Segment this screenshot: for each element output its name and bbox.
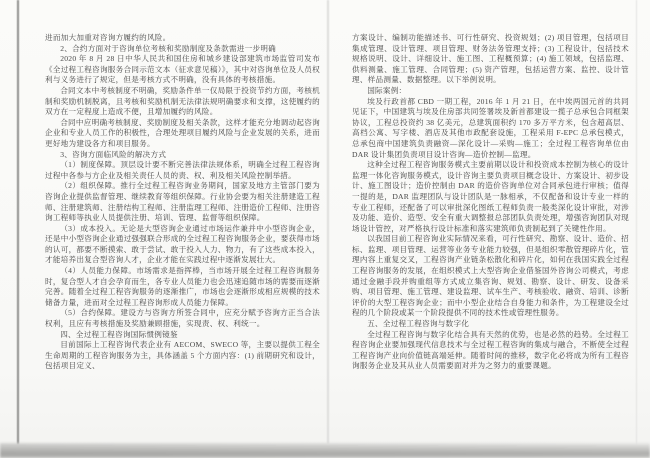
paragraph: 埃及行政首都 CBD 一期工程，2016 年 1 月 21 日，在中埃两国元首的共同见证下，中国建筑与埃及住房部共同签署埃及新首都建设一揽子总承包合同框架协议，工程总投资约 38 亿美元，总建筑面积约 170 多万平方米，包含超高层、高档公寓、写字楼、酒店及其他市政配套设施，工程采用 F-EPC 总承包模式，总承包商中国建筑负责融资—深化设计—采购—施工；全过程工程咨询单位由 DAR 设计集团负责项目设计咨询—造价控制—监理。: [352, 96, 629, 159]
photo-right-edge-line: [636, 0, 637, 445]
subsection-heading-international-case: 国际案例：: [367, 85, 407, 95]
section-heading-risk-solutions: 3、咨询方面临风险的解决方式: [60, 149, 167, 159]
paragraph: 目前国际上工程咨询代表企业有 AECOM、SWECO 等，主要以提供工程全生命周期的工程咨询服务为主，具体涵盖 5 个方面内容：(1) 前期研究和设计，包括项目定义、: [45, 340, 320, 371]
paragraph: 这种全过程工程咨询服务模式主要前期以设计和投资成本控制为核心的设计监理一体化咨询服务模式，设计咨询主要负责项目概念设计、方案设计、初步设计、施工图设计；造价控制由 DAR 的造价咨询单位对合同承包进行审核；值得一提的是，DAR 监理团队与设计团队是一脉相承，不仅配备和设计专业一样的专业工程师，还配备了可以审批深化图纸工程师负责一般类深化设计审批，对涉及功能、造价、造型、安全有重大调整报总部团队负责处理，增强咨询团队对现场设计管控，对严格执行设计标准和落实建筑师负责制起到了关键性作用。: [352, 160, 629, 233]
page-right: [329, 0, 636, 444]
paragraph: （1）制度保障。顶层设计要不断完善法律法规体系，明确全过程工程咨询过程中各参与方企业及相关责任人员的责、权、利及相关风险控制举措。: [45, 160, 320, 180]
photo-left-edge-line: [17, 0, 19, 445]
section-heading-contract: 2、合约方面对于咨询单位考核和奖励制度及条款需进一步明确: [60, 43, 277, 53]
chapter-heading-digitalization: 五、全过程工程咨询与数字化: [367, 319, 470, 329]
paragraph: （3）成本投入。无论是大型咨询企业通过市场运作兼并中小型咨询企业，还是中小型咨询企业通过强强联合形成的全过程工程咨询服务企业，要获得市场的认可，都要不断摸索、敢于尝试、敢于投入人力、物力，有了这些成本投入，才能培养出复合型咨询人才，企业才能在实践过程中逐渐发展壮大。: [45, 223, 320, 265]
paragraph: （2）组织保障。推行全过程工程咨询业务期间，国家及地方主管部门要为咨询企业提供监督管理、继续教育等组织保障。行业协会要为相关注册建造工程师、注册建筑师、注册结构工程师、注册监理工程师、注册造价工程师、注册咨询工程师等执业人员提供注册、培训、管理、监督等组织保障。: [45, 181, 320, 223]
chapter-heading-international-practice: 四、全过程工程咨询国际惯例镜鉴: [60, 329, 178, 339]
paragraph: 合同中应明确考核制度、奖励制度及相关条款，这样才能充分地调动起咨询企业和专业人员工作的积极性，合理处理项目履约风险与企业发展的关系，进而更好地为建设各方和项目服务。: [45, 117, 320, 148]
paragraph: （5）合约保障。建设方与咨询方所签合同中，应充分赋予咨询方正当合法权利，且应有考核措施及奖励兼顾措施，实现责、权、利统一。: [45, 308, 320, 329]
continuation-paragraph: 进而加大加重对咨询方履约的风险。: [45, 33, 171, 42]
continuation-paragraph: 方案设计、编制功能描述书、可行性研究、投资规划；(2) 项目管理，包括项目集成管理、设计管理、项目管理、财务法务管理支持；(3) 工程设计，包括技术规格说明、设计、详细设计、施工图、工程概预算；(4) 施工领域，包括监理、供料测量、施工管理、合同管理；(5) 资产管理，包括运营方案、监控、设计管理、样品测量、数据整理。以下举例说明。: [352, 33, 629, 85]
paragraph: （4）人员能力保障。市场需求是指挥棒，当市场开展全过程工程咨询服务时，复合型人才自会孕育而生，各专业人员能力也会迅速追随市场的需要而逐渐完善。随着全过程工程咨询服务的逐渐推广，市场也会逐渐形成相应规模的技术储备力量，进而对全过程工程咨询形成人员能力保障。: [45, 266, 320, 307]
bottom-shadow: [0, 443, 650, 458]
paragraph: 全过程工程咨询与数字化结合具有天然的优势，也是必然的趋势。全过程工程咨询企业要加强现代信息技术与全过程工程咨询的集成与融合，不断使全过程工程咨询产业向价值链高端延伸。随着时间的推移，数字化必将成为所有工程咨询服务企业及其从业人员需要面对并为之努力的重要课题。: [352, 329, 629, 371]
page-spine-divider: [327, 0, 329, 444]
paragraph: 2020 年 8 月 28 日中华人民共和国住房和城乡建设部建筑市场监管司发布《全过程工程咨询服务合同示范文本（征求意见稿）》，其中对咨询单位及人员权利与义务进行了规定，但是考核方式不明确，没有具体的考核措施。: [45, 54, 320, 85]
paragraph: 合同文本中考核制度不明确，奖励条件单一仅局限于投资节约方面，考核机制和奖励机制脱离，且考核和奖励机制无法律法规明确要求和支撑，这使履约的双方在一定程度上造成不便，且增加履约的风险。: [45, 85, 320, 117]
paragraph: 以我国目前工程咨询业实际情况来看，可行性研究、勘察、设计、造价、招标、监理、项目管理、运营等业务专业能力较强，但是组织零散管理碎片化，管理内容上重复交叉，工程咨询产业链条松散化和碎片化，如何在我国实践全过程工程咨询服务的发展，在组织模式上大型咨询企业借鉴国外咨询公司模式，考虑通过金融手段并购重组等方式成立集咨询、规划、勘察、设计、研发、设备采购、项目管理、施工管理、建设监理、试车生产、考核验收、融资、培训、诊断评价的大型工程咨询企业；而中小型企业结合自身能力和条件，为工程建设全过程的几个阶段或某一个阶段提供不同的技术性或管理性服务。: [352, 234, 629, 318]
page-left: [18, 0, 327, 444]
